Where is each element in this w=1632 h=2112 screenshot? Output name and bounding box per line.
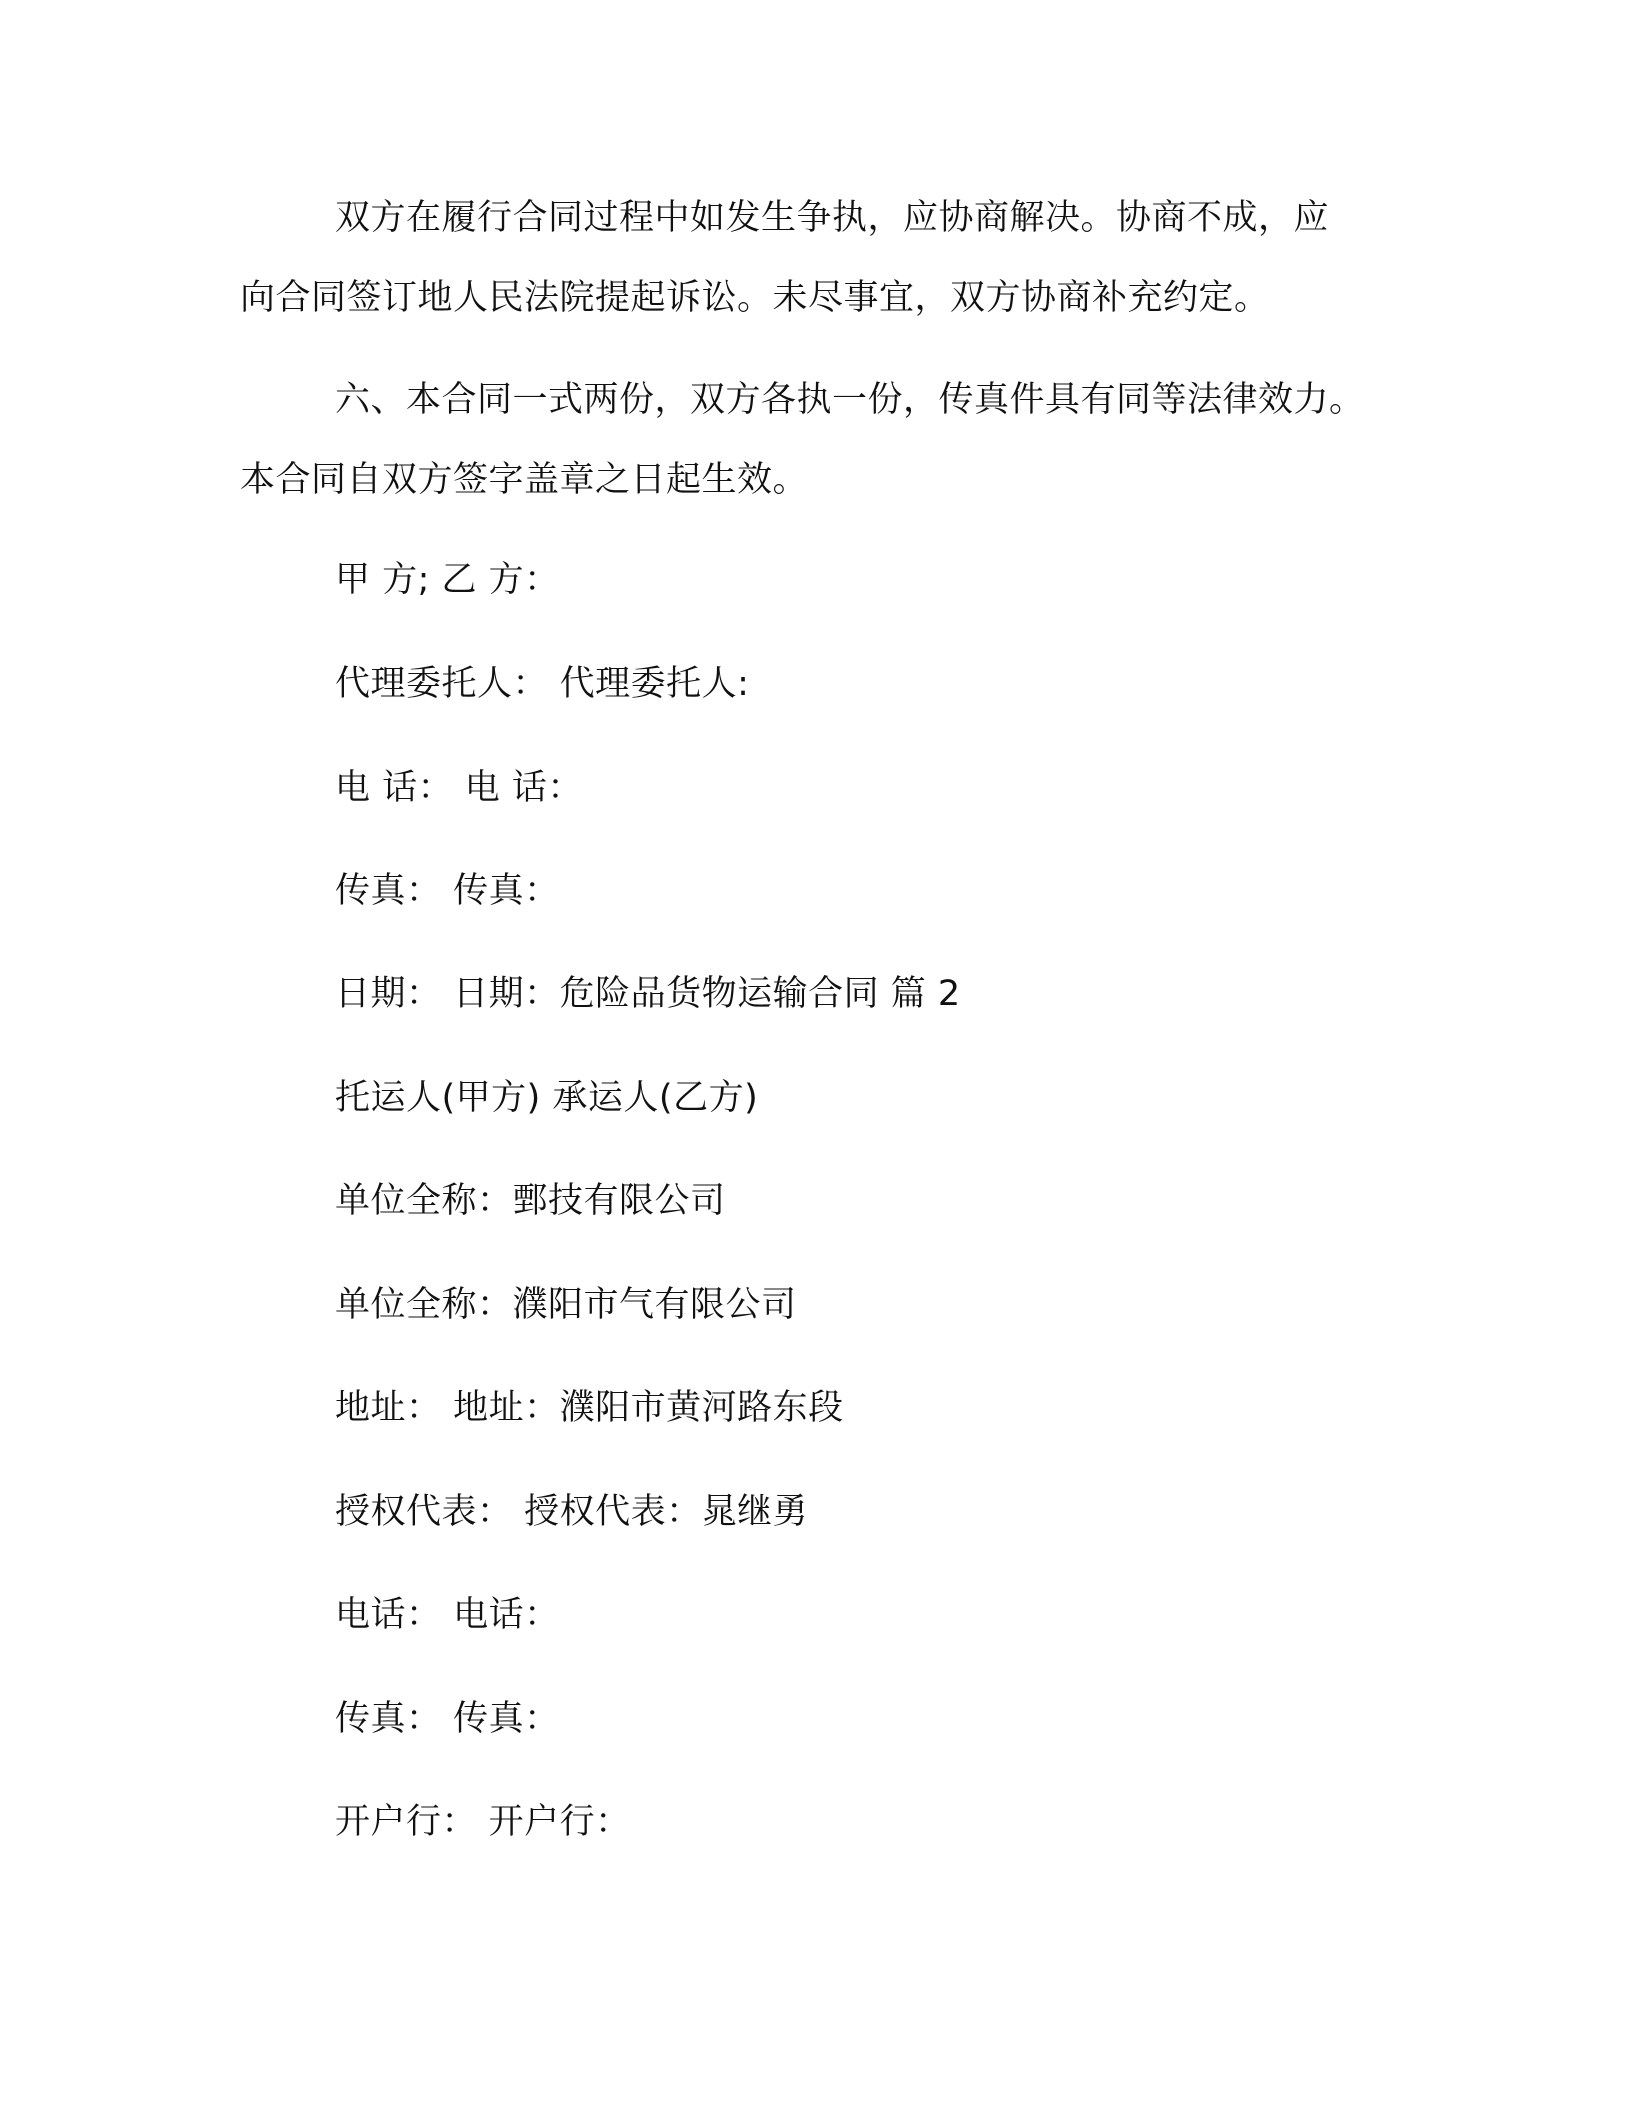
copies-paragraph — [240, 360, 1420, 520]
representative-labels: 授权代表： 授权代表：晁继勇 — [335, 1492, 809, 1532]
agent-labels: 代理委托人： 代理委托人: — [335, 664, 750, 704]
fax-labels: 传真： 传真： — [335, 871, 560, 911]
address-labels: 地址： 地址：濮阳市黄河路东段 — [335, 1388, 844, 1428]
bank-labels: 开户行： 开户行： — [335, 1802, 631, 1842]
paragraph-line: 双方在履行合同过程中如发生争执，应协商解决。协商不成，应 — [335, 198, 1330, 238]
dispute-paragraph — [240, 178, 1420, 338]
shipper-carrier-heading: 托运人(甲方) 承运人(乙方) — [335, 1078, 759, 1118]
paragraph-line: 向合同签订地人民法院提起诉讼。未尽事宜，双方协商补充约定。 — [240, 278, 1270, 318]
date-labels-and-title: 日期： 日期：危险品货物运输合同 篇 2 — [335, 974, 961, 1014]
phone-labels-2: 电话： 电话： — [335, 1595, 560, 1635]
paragraph-line: 本合同自双方签字盖章之日起生效。 — [240, 460, 809, 500]
carrier-company-name: 单位全称：濮阳市气有限公司 — [335, 1285, 797, 1325]
shipper-company-name: 单位全称：鄄技有限公司 — [335, 1181, 726, 1221]
party-labels: 甲 方; 乙 方： — [335, 560, 560, 600]
phone-labels: 电 话： 电 话： — [335, 768, 583, 808]
fax-labels-2: 传真： 传真： — [335, 1699, 560, 1739]
paragraph-line: 六、本合同一式两份，双方各执一份，传真件具有同等法律效力。 — [335, 380, 1365, 420]
